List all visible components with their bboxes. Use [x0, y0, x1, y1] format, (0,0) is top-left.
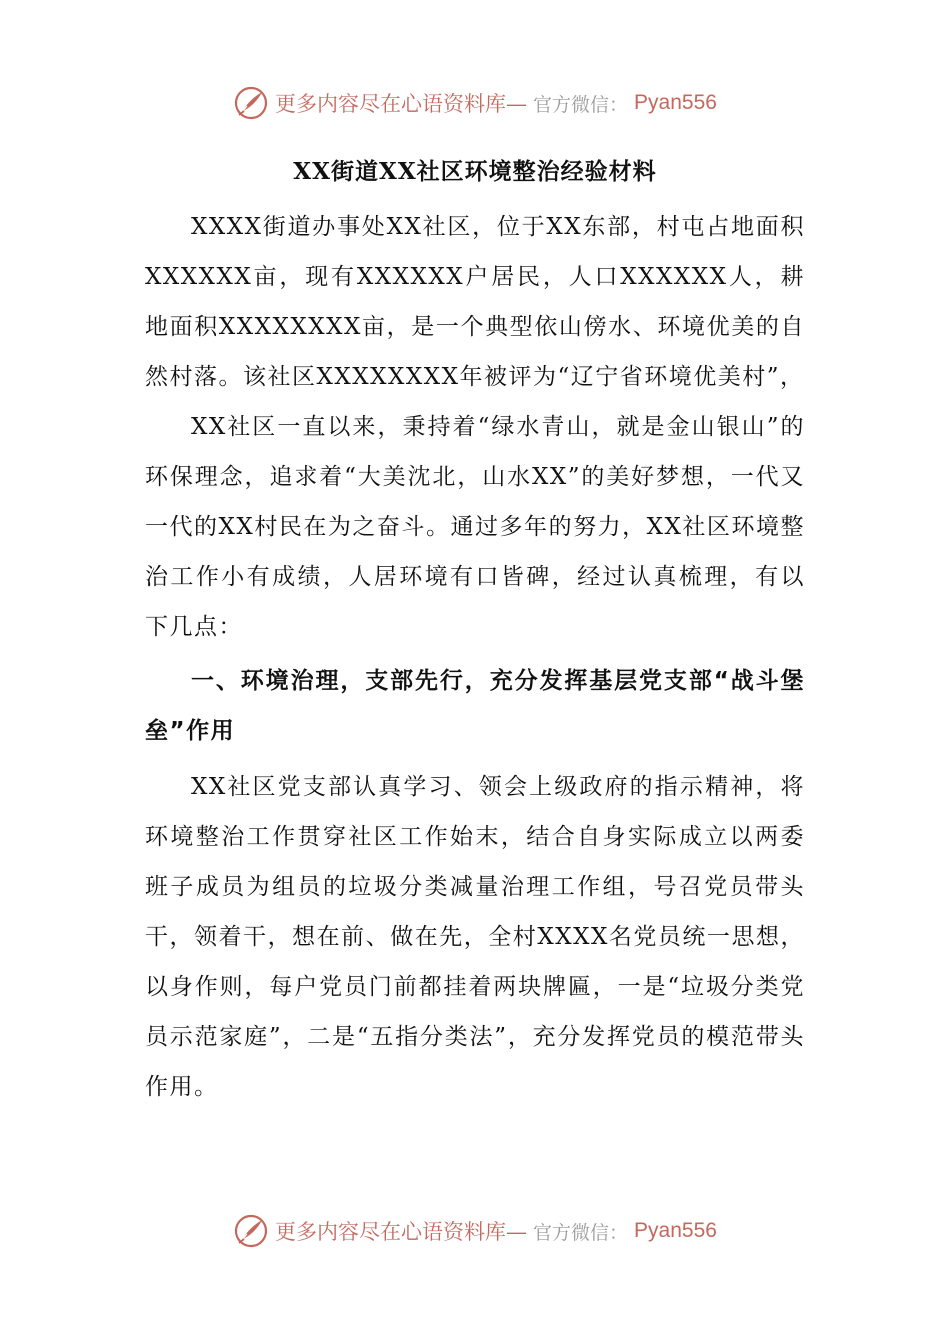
paragraph-concept: XX社区一直以来，秉持着“绿水青山，就是金山银山”的环保理念，追求着“大美沈北，山水XX”的美好梦想，一代又一代的XX村民在为之奋斗。通过多年的努力，XX社区环境整治工作小有成绩，人居环境有口皆碑，经过认真梳理，有以下几点： — [145, 414, 805, 640]
quill-pen-logo-icon — [233, 1213, 269, 1249]
banner-text: 更多内容尽在心语资料库— — [275, 92, 528, 116]
section-heading-1: 一、环境治理，支部先行，充分发挥基层党支部“战斗堡垒”作用 — [145, 668, 805, 744]
banner-wechat-id: Pyan556 — [634, 1219, 717, 1242]
section-paragraph-1: XX社区党支部认真学习、领会上级政府的指示精神，将环境整治工作贯穿社区工作始末，结合自身实际成立以两委班子成员为组员的垃圾分类减量治理工作组，号召党员带头干，领着干，想在前、做在先，全村XXXX名党员统一思想，以身作则，每户党员门前都挂着两块牌匾，一是“垃圾分类党员示范家庭”，二是“五指分类法”，充分发挥党员的模范带头作用。 — [145, 774, 805, 1100]
quill-pen-logo-icon — [233, 85, 269, 121]
paragraph-intro: XXXX街道办事处XX社区，位于XX东部，村屯占地面积XXXXXX亩，现有XXXXXX户居民，人口XXXXXX人，耕地面积XXXXXXXX亩，是一个典型依山傍水、环境优美的自然村落。该社区XXXXXXXX年被评为“辽宁省环境优美村”， — [145, 214, 805, 390]
banner-text: 更多内容尽在心语资料库— — [275, 1220, 528, 1244]
banner-wechat-id: Pyan556 — [634, 91, 717, 114]
banner-wechat-label: 官方微信： — [533, 1221, 629, 1244]
document-body — [145, 202, 805, 1112]
document-title: XX街道XX社区环境整治经验材料 — [293, 158, 657, 185]
banner-wechat-label: 官方微信： — [533, 93, 629, 116]
footer-banner — [0, 1208, 950, 1254]
header-banner — [0, 80, 950, 126]
